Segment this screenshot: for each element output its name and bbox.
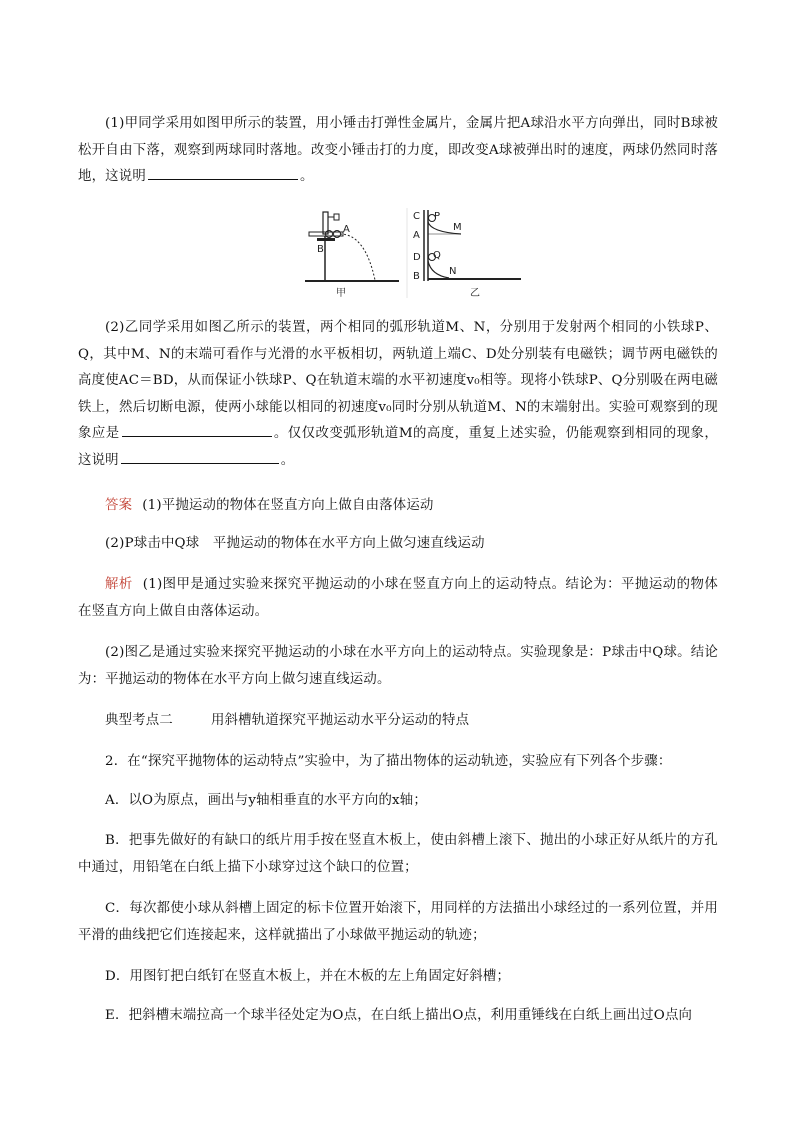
section-heading <box>78 708 718 735</box>
analysis-text-1: (1)图甲是通过实验来探究平抛运动的小球在竖直方向上的运动特点。结论为：平抛运动的物体在竖直方向上做自由落体运动。 <box>78 577 718 619</box>
experiment-figure <box>303 208 523 298</box>
section-title: 用斜槽轨道探究平抛运动水平分运动的特点 <box>210 713 470 728</box>
answer-text-1: (1)平抛运动的物体在竖直方向上做自由落体运动 <box>142 498 434 513</box>
label-N: N <box>449 266 457 277</box>
figure-yi <box>413 210 521 298</box>
answer-blank-2[interactable] <box>122 421 272 437</box>
q3-intro-text: 2．在“探究平抛物体的运动特点”实验中，为了描出物体的运动轨迹，实验应有下列各个步骤： <box>105 754 672 769</box>
answer-blank-3[interactable] <box>121 448 279 464</box>
label-D: D <box>413 252 421 263</box>
step-B <box>78 828 718 881</box>
question-2-text-b: 。仅仅改变弧形轨道M的高度，重复上述实验，仍能观察到相同的现象，这说明 <box>78 426 719 468</box>
step-C-text: C．每次都使小球从斜槽上固定的标卡位置开始滚下，用同样的方法描出小球经过的一系列位置，并用平滑的曲线把它们连接起来，这样就描出了小球做平抛运动的轨迹； <box>78 901 718 943</box>
analysis-para-2 <box>78 640 718 693</box>
question-2-text: (2)乙同学采用如图乙所示的装置，两个相同的弧形轨道M、N，分别用于发射两个相同的小铁球P、Q，其中M、N的末端可看作与光滑的水平板相切，两轨道上端C、D处分别装有电磁铁；调节两电磁铁的高度使AC＝BD，从而保证小铁球P、Q在轨道末端的水平初速度v₀相等。现将小铁球P、Q分别吸在两电磁铁上，然后切断电源，使两小球能以相同的初速度v₀同时分别从轨道M、N的末端射出。实验可观察到的现象应是 <box>78 320 718 441</box>
step-A <box>78 788 718 815</box>
figure-jia <box>305 212 399 298</box>
label-B-jia: B <box>317 244 324 255</box>
label-B-yi: B <box>413 271 420 282</box>
analysis-text-2: (2)图乙是通过实验来探究平抛运动的小球在水平方向上的运动特点。实验现象是：P球击中Q球。结论为：平抛运动的物体在水平方向上做匀速直线运动。 <box>78 645 718 687</box>
step-E <box>78 1003 718 1030</box>
q3-intro <box>78 749 718 776</box>
label-C: C <box>413 211 420 222</box>
analysis-tag: 解析 <box>105 577 133 592</box>
section-label: 典型考点二 <box>105 713 173 728</box>
step-C <box>78 896 718 949</box>
analysis-para-1 <box>78 572 718 625</box>
label-Q: Q <box>433 250 441 261</box>
label-P: P <box>434 211 441 222</box>
answer-text-2: (2)P球击中Q球 平抛运动的物体在水平方向上做匀速直线运动 <box>105 536 485 551</box>
step-E-text: E．把斜槽末端拉高一个球半径处定为O点，在白纸上描出O点，利用重锤线在白纸上画出过O点向 <box>105 1008 693 1023</box>
figure-yi-caption: 乙 <box>470 288 480 298</box>
answer-line-1 <box>78 493 718 520</box>
label-M: M <box>453 222 462 233</box>
answer-blank-1[interactable] <box>148 164 298 180</box>
figure-jia-caption: 甲 <box>336 288 346 298</box>
question-1 <box>78 111 718 191</box>
label-A-jia: A <box>343 224 350 235</box>
question-1-end: 。 <box>299 169 314 184</box>
step-D-text: D．用图钉把白纸钉在竖直木板上，并在木板的左上角固定好斜槽； <box>105 969 511 984</box>
question-1-text: (1)甲同学采用如图甲所示的装置，用小锤击打弹性金属片，金属片把A球沿水平方向弹出，同时B球被松开自由下落，观察到两球同时落地。改变小锤击打的力度，即改变A球被弹出时的速度，两球仍然同时落地，这说明 <box>78 116 718 184</box>
answer-line-2 <box>78 531 718 558</box>
question-2-end: 。 <box>280 452 295 468</box>
answer-tag: 答案 <box>105 498 133 513</box>
step-A-text: A．以O为原点，画出与y轴相垂直的水平方向的x轴； <box>105 793 427 808</box>
step-B-text: B．把事先做好的有缺口的纸片用手按在竖直木板上，使由斜槽上滚下、抛出的小球正好从纸片的方孔中通过，用铅笔在白纸上描下小球穿过这个缺口的位置； <box>78 833 718 875</box>
label-A-yi: A <box>413 230 420 241</box>
step-D <box>78 964 718 991</box>
question-2 <box>78 315 718 474</box>
